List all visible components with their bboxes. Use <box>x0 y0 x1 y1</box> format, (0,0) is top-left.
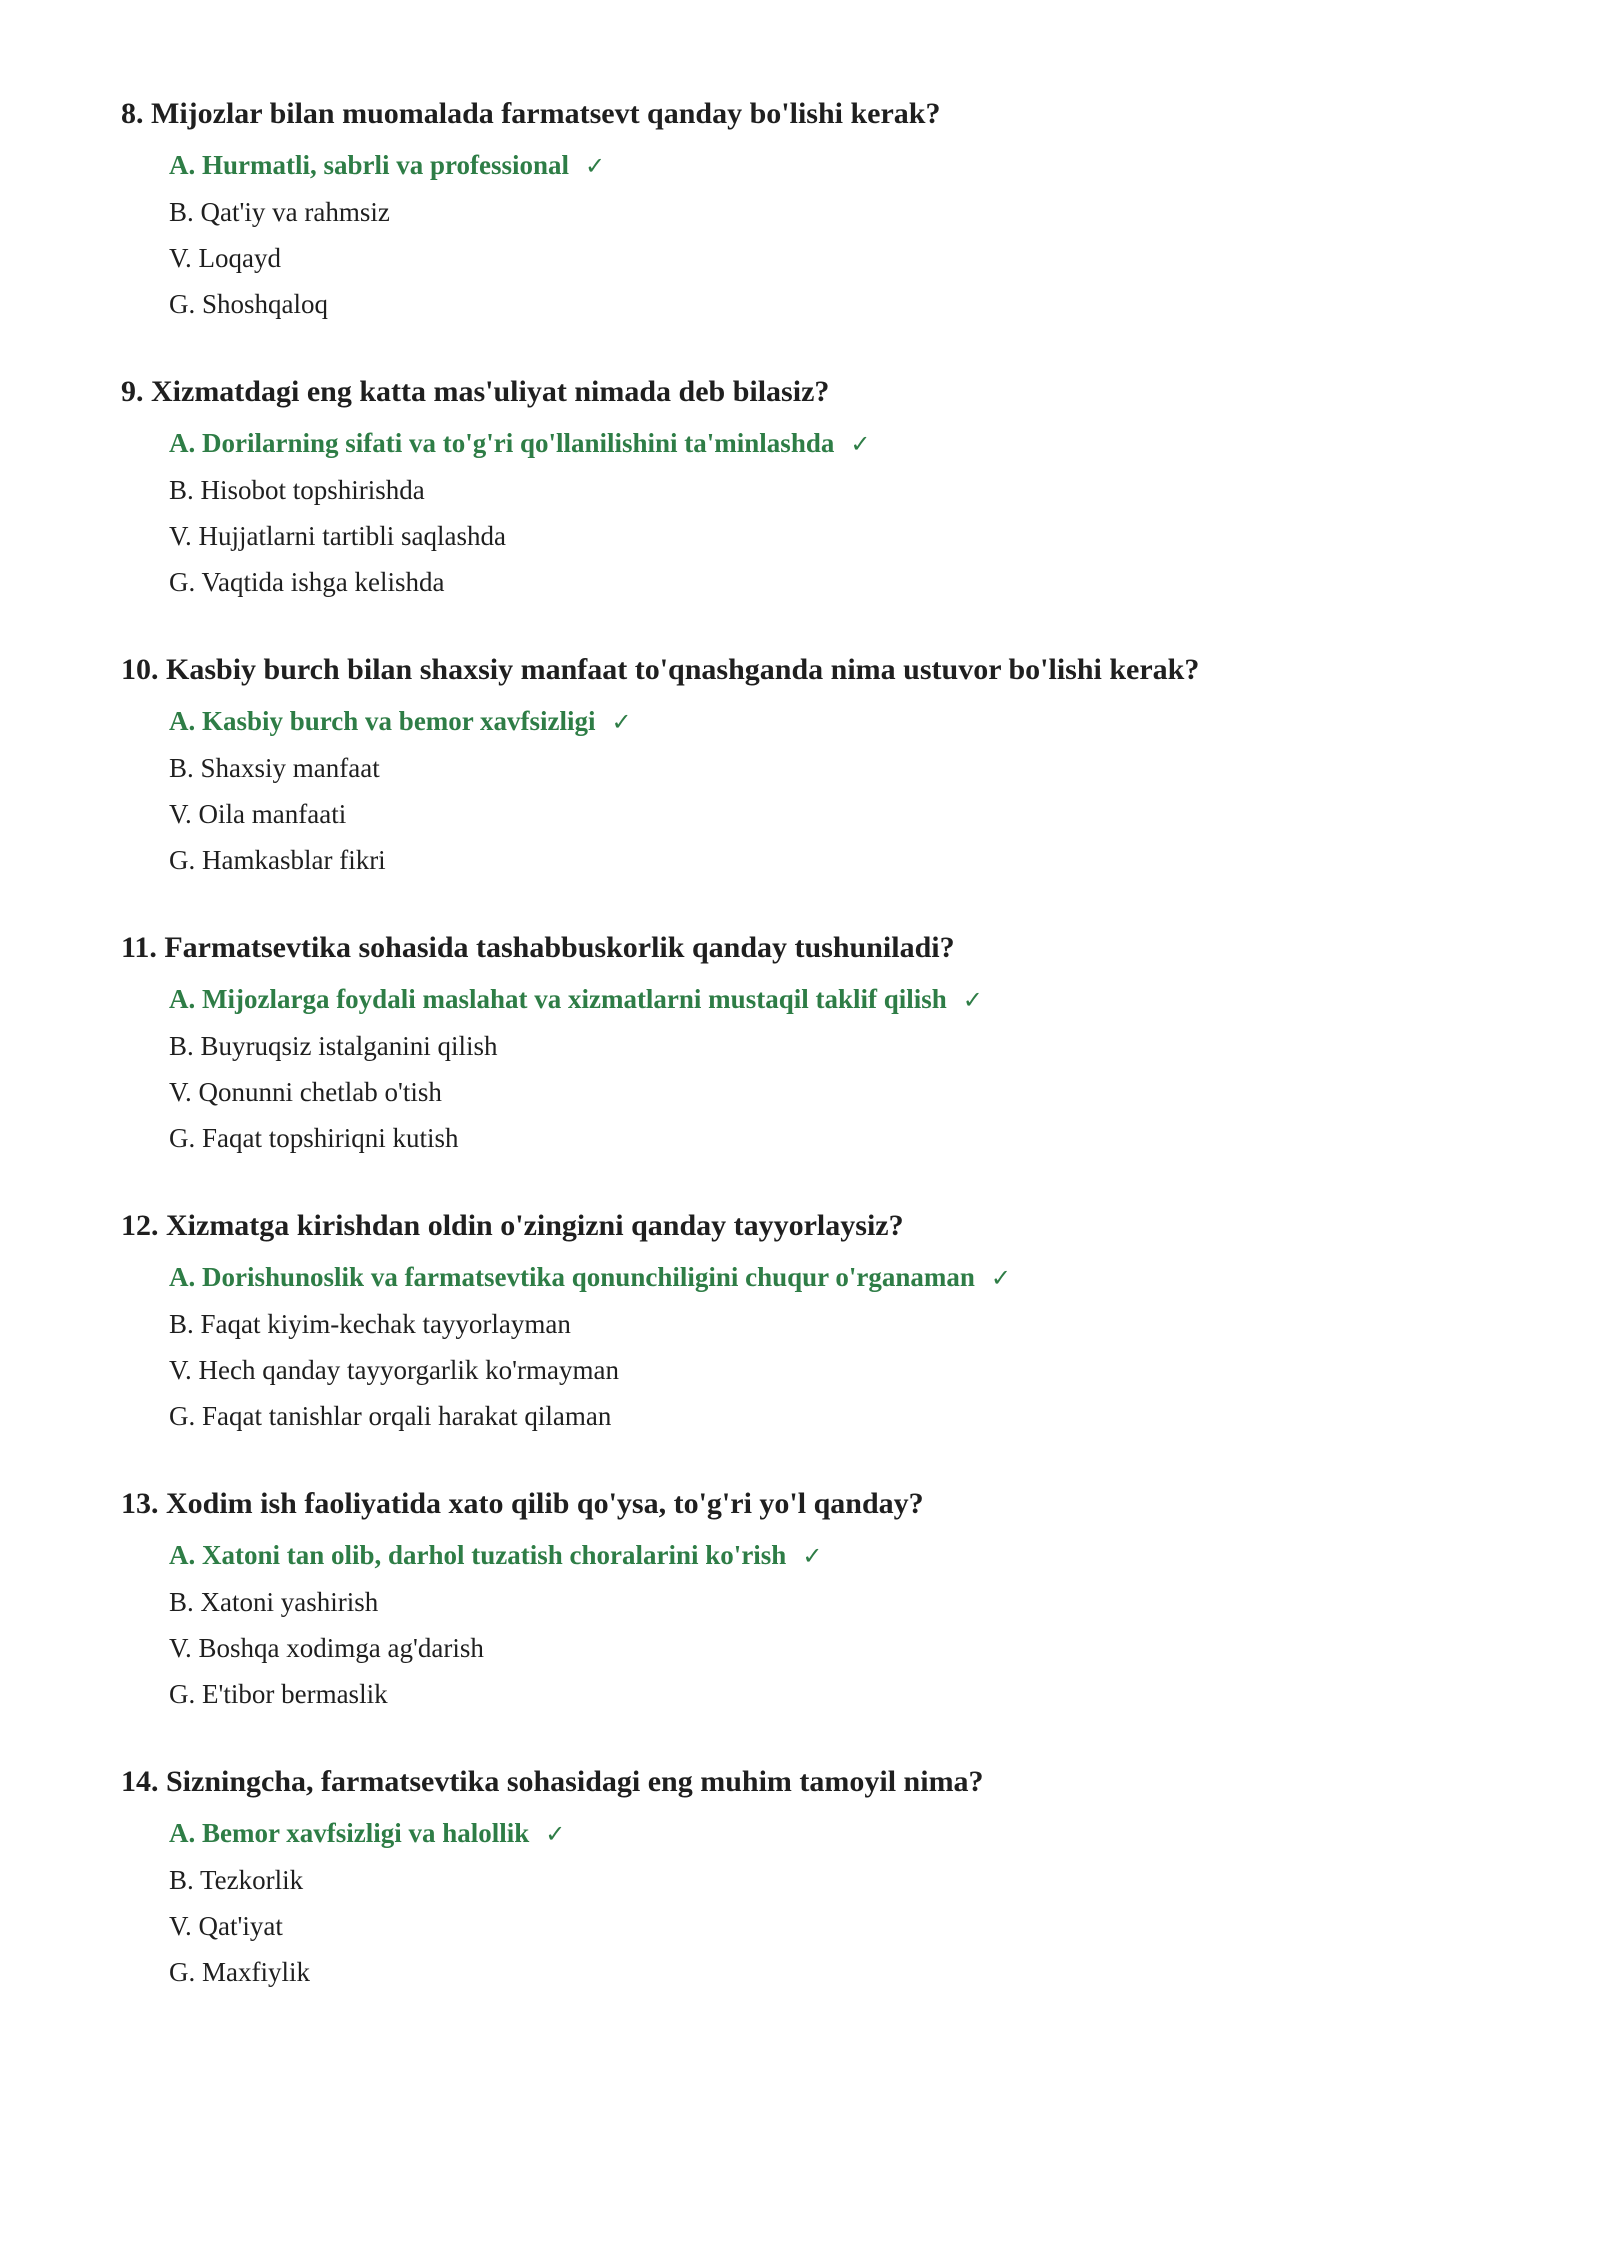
answer-option-text: A. Mijozlarga foydali maslahat va xizmatlarni mustaqil taklif qilish <box>169 984 947 1014</box>
answer-option-text: B. Hisobot topshirishda <box>169 475 425 505</box>
answer-options <box>121 1532 1600 1717</box>
answer-option-text: V. Loqayd <box>169 243 281 273</box>
check-mark-icon: ✓ <box>802 1542 823 1570</box>
answer-options <box>121 420 1600 605</box>
answer-option-correct <box>169 698 1600 745</box>
question-title: 13. Xodim ish faoliyatida xato qilib qo'ysa, to'g'ri yo'l qanday? <box>121 1487 924 1520</box>
answer-option-text: B. Faqat kiyim-kechak tayyorlayman <box>169 1309 571 1339</box>
check-mark-icon: ✓ <box>545 1820 566 1848</box>
answer-option-text: B. Tezkorlik <box>169 1865 304 1895</box>
answer-option-correct <box>169 1532 1600 1579</box>
question-title: 9. Xizmatdagi eng katta mas'uliyat nimada deb bilasiz? <box>121 375 830 408</box>
answer-option-text: V. Qat'iyat <box>169 1911 283 1941</box>
answer-options <box>121 1810 1600 1995</box>
answer-option-correct <box>169 1810 1600 1857</box>
answer-option <box>169 1069 1600 1115</box>
answer-options <box>121 698 1600 883</box>
answer-option-text: A. Kasbiy burch va bemor xavfsizligi <box>169 706 596 736</box>
answer-option-text: V. Hech qanday tayyorgarlik ko'rmayman <box>169 1355 619 1385</box>
answer-option <box>169 1023 1600 1069</box>
answer-options <box>121 1254 1600 1439</box>
answer-option-correct <box>169 1254 1600 1301</box>
question-block <box>121 1202 1600 1439</box>
answer-option-text: B. Shaxsiy manfaat <box>169 753 380 783</box>
answer-option <box>169 1347 1600 1393</box>
answer-option <box>169 1857 1600 1903</box>
answer-option <box>169 1115 1600 1161</box>
answer-option <box>169 1625 1600 1671</box>
answer-option-text: A. Dorishunoslik va farmatsevtika qonunchiligini chuqur o'rganaman <box>169 1262 975 1292</box>
answer-option-text: G. E'tibor bermaslik <box>169 1679 388 1709</box>
answer-option-text: G. Maxfiylik <box>169 1957 310 1987</box>
answer-options <box>121 142 1600 327</box>
question-title: 10. Kasbiy burch bilan shaxsiy manfaat to'qnashganda nima ustuvor bo'lishi kerak? <box>121 653 1200 686</box>
answer-options <box>121 976 1600 1161</box>
answer-option-text: V. Hujjatlarni tartibli saqlashda <box>169 521 506 551</box>
check-mark-icon: ✓ <box>850 430 871 458</box>
question-title: 11. Farmatsevtika sohasida tashabbuskorlik qanday tushuniladi? <box>121 931 955 964</box>
question-block <box>121 1480 1600 1717</box>
answer-option <box>169 1301 1600 1347</box>
answer-option <box>169 189 1600 235</box>
answer-option-text: A. Bemor xavfsizligi va halollik <box>169 1818 530 1848</box>
answer-option-text: G. Vaqtida ishga kelishda <box>169 567 445 597</box>
answer-option-text: G. Shoshqaloq <box>169 289 329 319</box>
answer-option <box>169 745 1600 791</box>
answer-option-text: B. Xatoni yashirish <box>169 1587 379 1617</box>
question-block <box>121 924 1600 1161</box>
answer-option-text: A. Xatoni tan olib, darhol tuzatish choralarini ko'rish <box>169 1540 787 1570</box>
answer-option <box>169 1903 1600 1949</box>
answer-option <box>169 467 1600 513</box>
answer-option <box>169 559 1600 605</box>
answer-option-text: A. Dorilarning sifati va to'g'ri qo'llanilishini ta'minlashda <box>169 428 835 458</box>
answer-option <box>169 1579 1600 1625</box>
answer-option <box>169 281 1600 327</box>
answer-option-text: B. Buyruqsiz istalganini qilish <box>169 1031 498 1061</box>
answer-option-correct <box>169 142 1600 189</box>
answer-option <box>169 1393 1600 1439</box>
check-mark-icon: ✓ <box>990 1264 1012 1292</box>
answer-option <box>169 1949 1600 1995</box>
answer-option-correct <box>169 976 1600 1023</box>
answer-option <box>169 513 1600 559</box>
answer-option-text: G. Faqat topshiriqni kutish <box>169 1123 459 1153</box>
answer-option-text: V. Qonunni chetlab o'tish <box>169 1077 442 1107</box>
answer-option-text: A. Hurmatli, sabrli va professional <box>169 150 570 180</box>
check-mark-icon: ✓ <box>585 152 606 180</box>
question-title: 14. Sizningcha, farmatsevtika sohasidagi eng muhim tamoyil nima? <box>121 1765 984 1798</box>
answer-option <box>169 791 1600 837</box>
check-mark-icon: ✓ <box>962 986 983 1014</box>
answer-option-text: V. Oila manfaati <box>169 799 347 829</box>
question-block <box>121 646 1600 883</box>
answer-option <box>169 1671 1600 1717</box>
question-title: 12. Xizmatga kirishdan oldin o'zingizni qanday tayyorlaysiz? <box>121 1209 904 1242</box>
answer-option-text: V. Boshqa xodimga ag'darish <box>169 1633 484 1663</box>
question-block <box>121 90 1600 327</box>
answer-option-correct <box>169 420 1600 467</box>
check-mark-icon: ✓ <box>611 708 632 736</box>
answer-option <box>169 235 1600 281</box>
answer-option-text: B. Qat'iy va rahmsiz <box>169 197 390 227</box>
question-block <box>121 368 1600 605</box>
answer-option-text: G. Faqat tanishlar orqali harakat qilaman <box>169 1401 612 1431</box>
question-block <box>121 1758 1600 1995</box>
answer-option-text: G. Hamkasblar fikri <box>169 845 386 875</box>
question-title: 8. Mijozlar bilan muomalada farmatsevt qanday bo'lishi kerak? <box>121 97 941 130</box>
answer-option <box>169 837 1600 883</box>
